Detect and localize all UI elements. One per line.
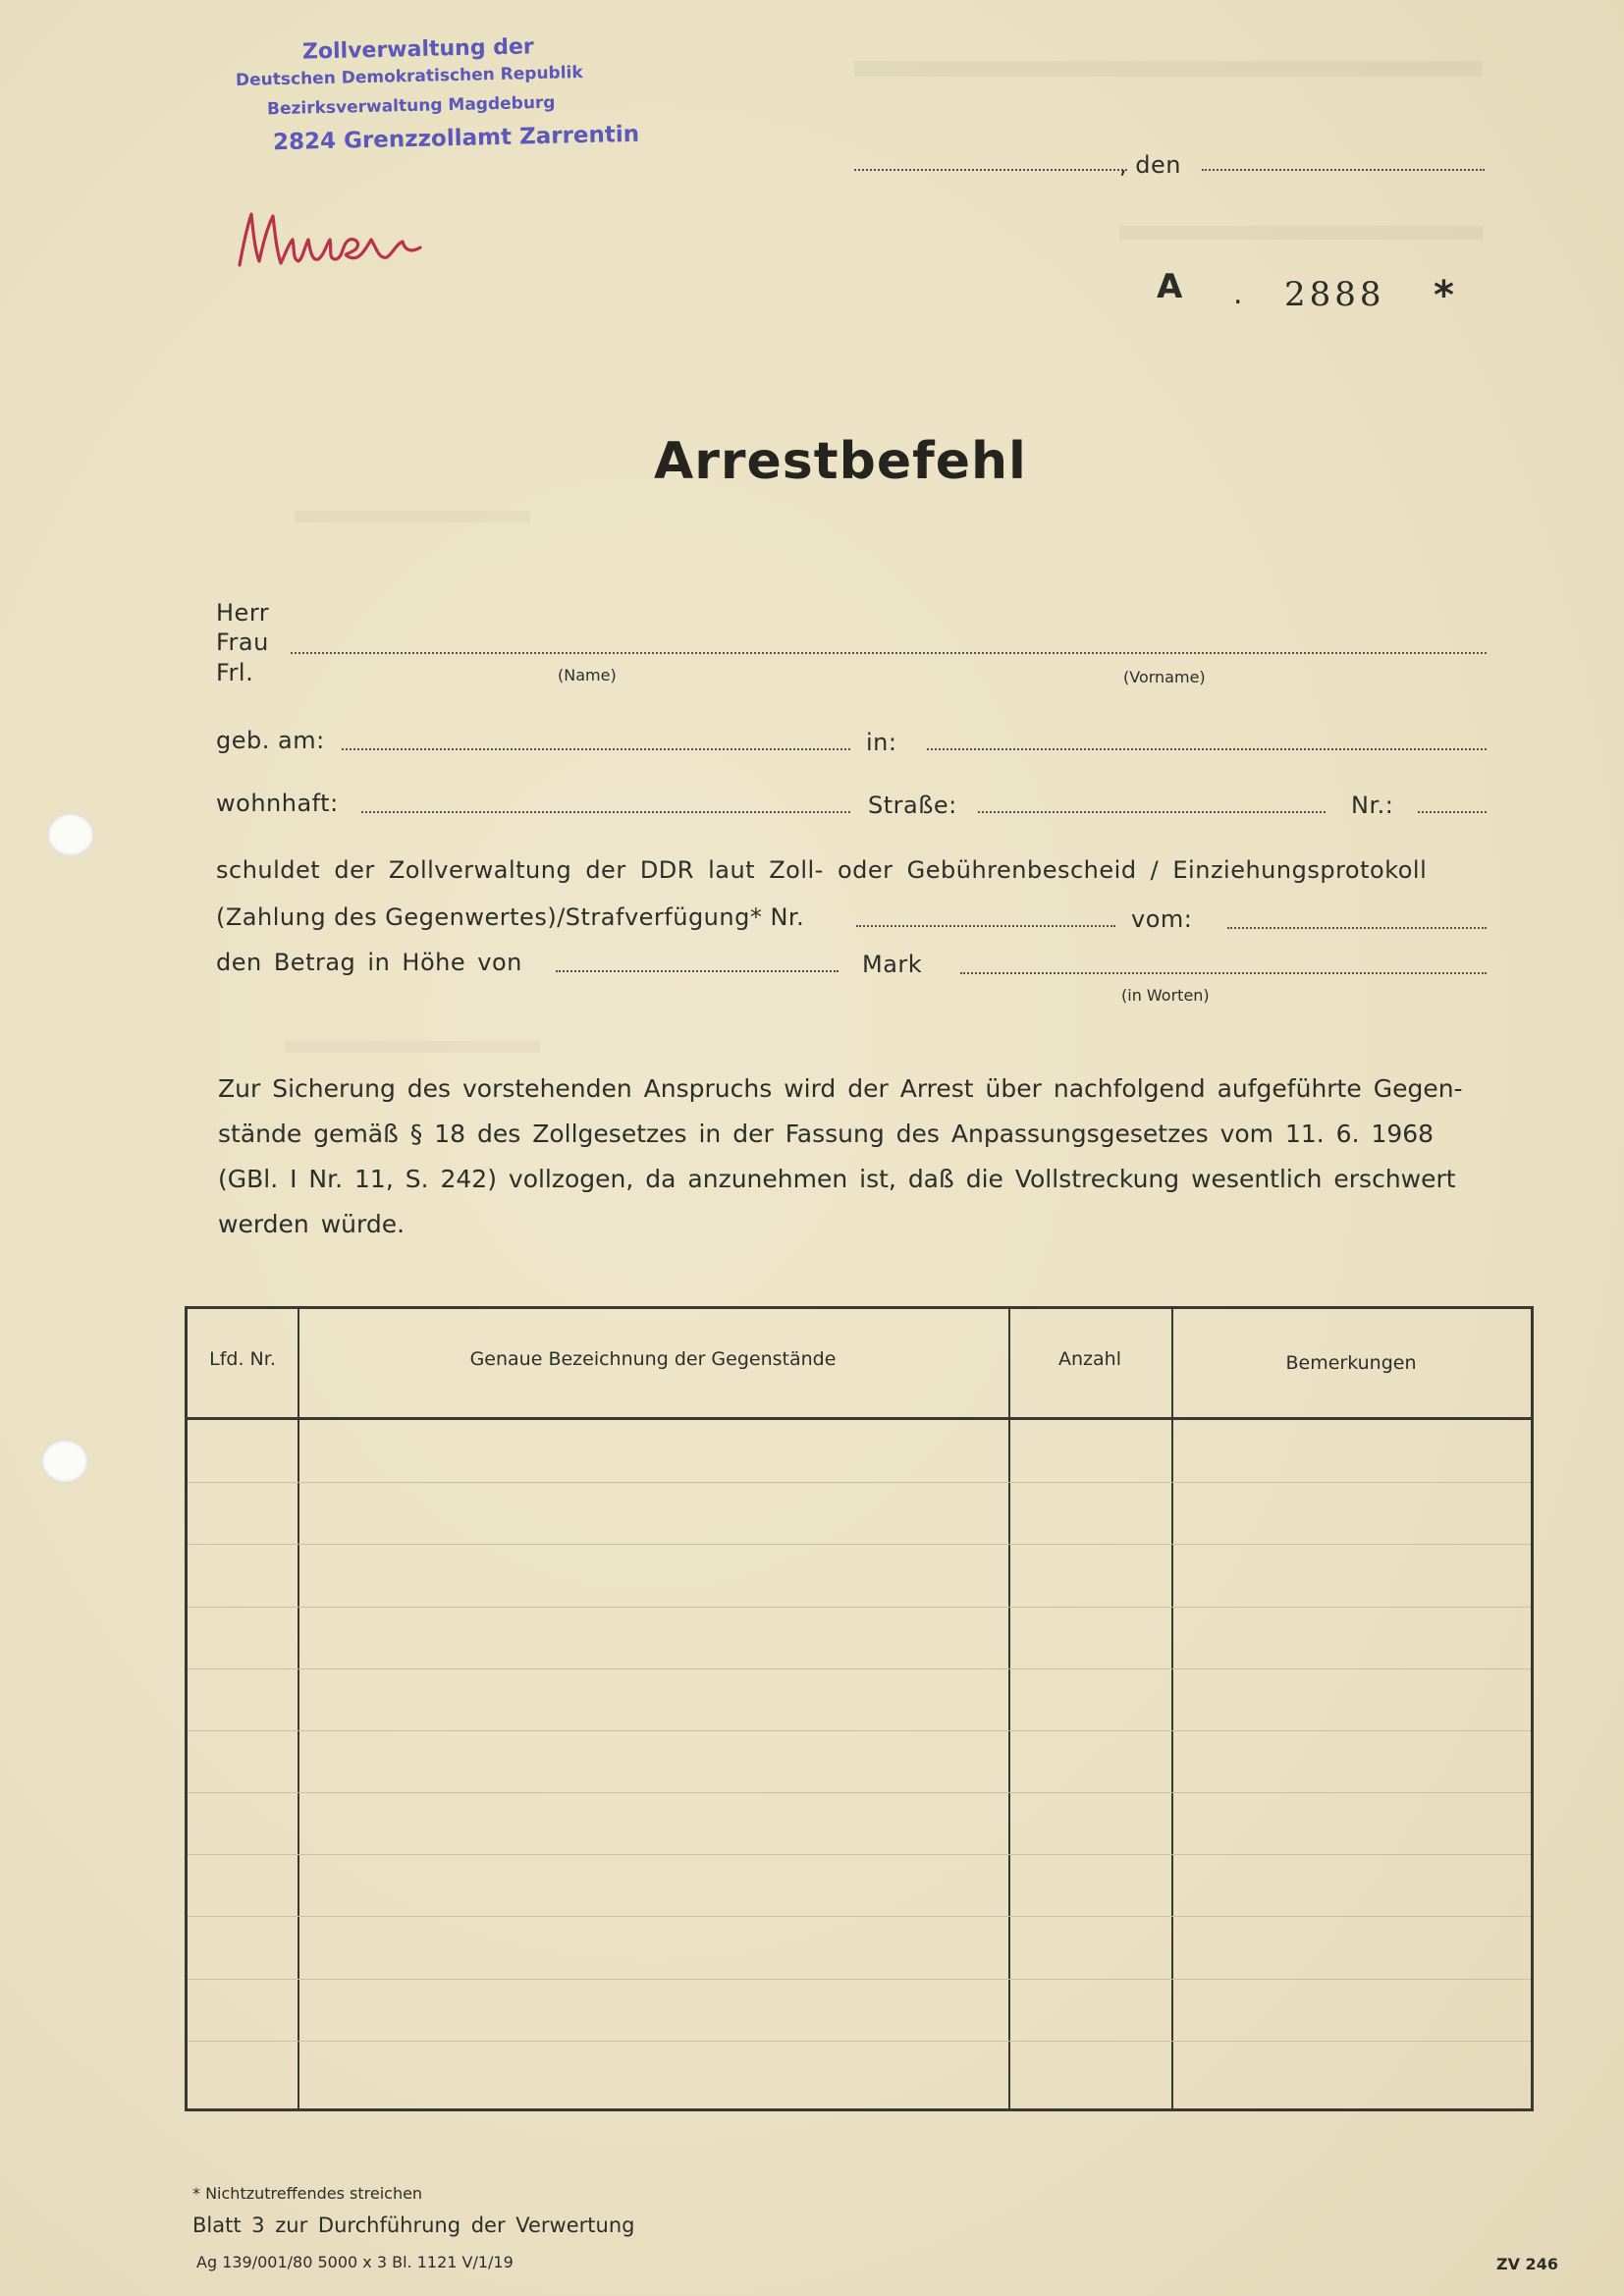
header-bezeichnung: Genaue Bezeichnung der Gegenstände [469,1348,837,1370]
table-row[interactable] [188,1792,1531,1793]
table-row[interactable] [188,1482,1531,1483]
serial-prefix: A [1157,267,1183,306]
header-separator [188,1417,1531,1420]
salutation-frau: Frau [216,629,269,656]
header-lfd-nr: Lfd. Nr. [209,1348,276,1370]
table-row[interactable] [188,1979,1531,1980]
table-row[interactable] [188,2041,1531,2042]
bleed-through-line [1119,226,1483,240]
stamp-line-office: 2824 Grenzzollamt Zarrentin [272,121,640,156]
street-field-line[interactable] [978,811,1326,813]
handwriting-muster [234,204,430,283]
birthdate-field-line[interactable] [342,748,850,750]
paragraph-line-4: werden würde. [218,1210,406,1238]
residence-field-line[interactable] [361,811,850,813]
name-caption: (Name) [558,666,617,684]
column-divider [1008,1309,1010,2108]
salutation-herr: Herr [216,599,270,627]
column-divider [1171,1309,1173,2108]
serial-mark: * [1434,273,1454,318]
table-row[interactable] [188,1668,1531,1669]
place-line[interactable] [854,169,1127,171]
bleed-through-line [285,1041,540,1053]
form-code: ZV 246 [1496,2255,1558,2273]
amount-words-field-line[interactable] [960,972,1487,974]
blatt-label: Blatt 3 zur Durchführung der Verwertung [192,2214,635,2237]
salutation-frl: Frl. [216,659,254,686]
paragraph-line-2: stände gemäß § 18 des Zollgesetzes in der Fassung des Anpassungsgesetzes vom 11. 6. 1968 [218,1120,1435,1148]
strasse-label: Straße: [868,792,957,819]
document-title: Arrestbefehl [654,432,1027,491]
name-field-line[interactable] [291,652,1487,654]
house-number-label: Nr.: [1351,792,1394,819]
house-number-field-line[interactable] [1418,811,1487,813]
bleed-through-line [854,61,1483,77]
stamp-line-country: Deutschen Demokratischen Republik [235,62,583,91]
table-row[interactable] [188,1730,1531,1731]
bleed-through-line [295,511,530,522]
table-row[interactable] [188,1854,1531,1855]
vorname-caption: (Vorname) [1123,668,1206,686]
paragraph-line-1: Zur Sicherung des vorstehenden Anspruchs wird der Arrest über nachfolgend aufgeführte Gegen- [218,1074,1463,1103]
table-row[interactable] [188,1916,1531,1917]
serial-number: 2888 [1284,275,1385,314]
birthplace-label: in: [866,729,897,756]
stamp-line-authority: Zollverwaltung der [301,34,535,65]
paragraph-line-3: (GBl. I Nr. 11, S. 242) vollzogen, da anzunehmen ist, daß die Vollstreckung wesentlich erschwert [218,1165,1456,1193]
geb-label: geb. am: [216,727,325,754]
print-code: Ag 139/001/80 5000 x 3 Bl. 1121 V/1/19 [196,2253,514,2271]
decision-number-field-line[interactable] [856,925,1115,927]
in-worten-caption: (in Worten) [1121,986,1210,1005]
stamp-line-district: Bezirksverwaltung Magdeburg [266,92,556,120]
mark-label: Mark [862,951,923,978]
table-row[interactable] [188,1607,1531,1608]
header-bemerkungen: Bemerkungen [1285,1352,1417,1374]
date-line[interactable] [1202,169,1485,171]
schuldet-text: schuldet der Zollverwaltung der DDR laut Zoll- oder Gebührenbescheid / Einziehungsprotokoll [216,856,1428,884]
footnote: * Nichtzutreffendes streichen [192,2184,423,2203]
den-label: , den [1119,151,1181,179]
wohnhaft-label: wohnhaft: [216,790,339,817]
betrag-label: den Betrag in Höhe von [216,949,522,976]
zahlung-label: (Zahlung des Gegenwertes)/Strafverfügung* Nr. [216,903,805,931]
table-row[interactable] [188,1544,1531,1545]
items-table [185,1306,1534,2111]
punch-hole [41,1440,88,1483]
amount-field-line[interactable] [556,970,839,972]
vom-label: vom: [1131,905,1193,933]
serial-dot: . [1233,277,1243,311]
decision-date-field-line[interactable] [1227,927,1487,929]
punch-hole [47,813,94,856]
header-anzahl: Anzahl [1058,1348,1121,1370]
handwritten-annotation [234,204,430,287]
column-divider [298,1309,299,2108]
birthplace-field-line[interactable] [927,748,1487,750]
